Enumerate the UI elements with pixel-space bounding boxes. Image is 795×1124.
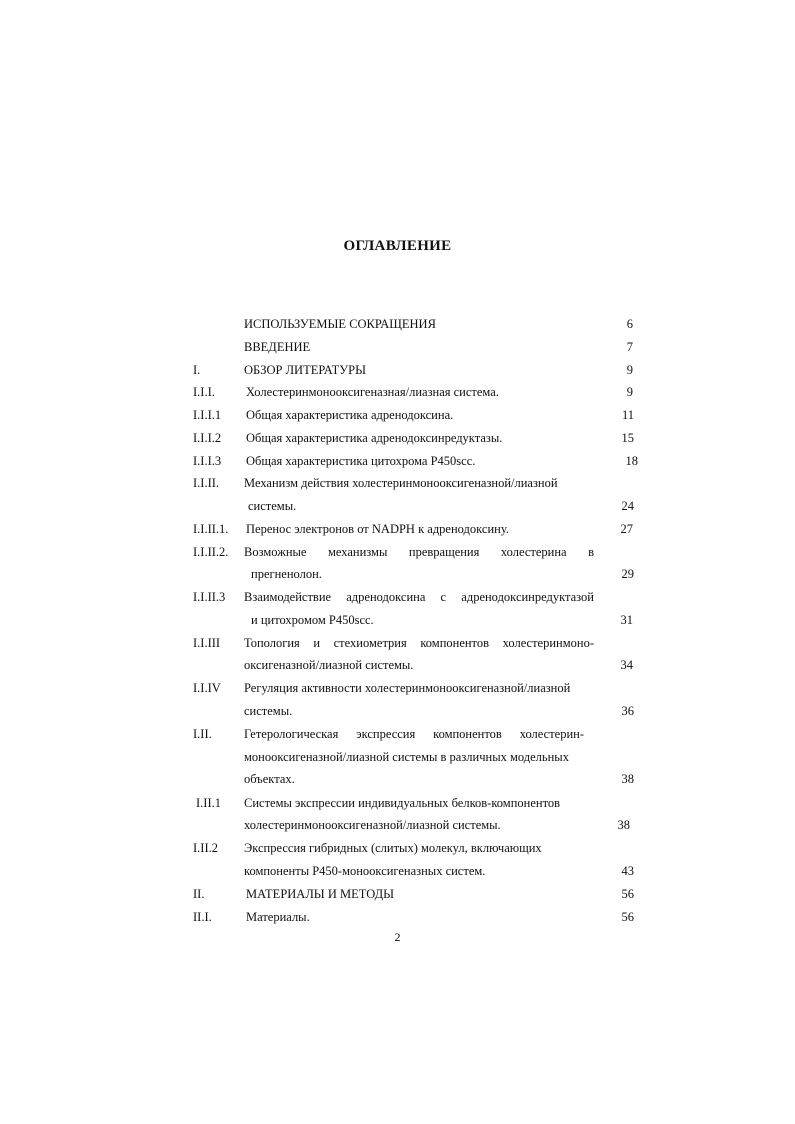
toc-entry-title: Общая характеристика цитохрома P450scc. (246, 454, 476, 468)
toc-entry-title: холестеринмонооксигеназной/лиазной системы. (244, 818, 501, 832)
toc-entry-number: I. (193, 363, 201, 377)
toc-entry-title: ВВЕДЕНИЕ (244, 340, 311, 354)
toc-entry-title: Механизм действия холестеринмонооксигеназной/лиазной (244, 476, 558, 490)
toc-entry-title: и цитохромом P450scc. (251, 613, 374, 627)
toc-entry-page: 18 (625, 454, 638, 468)
toc-entry-page: 7 (626, 340, 633, 354)
toc-entry-title: оксигеназной/лиазной системы. (244, 658, 414, 672)
toc-entry-number: I.I.II.1. (193, 522, 229, 536)
toc-entry-page: 36 (621, 704, 634, 718)
toc-entry-page: 15 (621, 431, 634, 445)
page-title: ОГЛАВЛЕНИЕ (343, 238, 452, 254)
toc-entry-title: Регуляция активности холестеринмонооксигеназной/лиазной (244, 681, 571, 695)
toc-entry-page: 34 (620, 658, 633, 672)
toc-entry-title: прегненолон. (251, 567, 322, 581)
toc-entry-title: компоненты P450-монооксигеназных систем. (244, 864, 486, 878)
toc-entry-number: I.I.II. (193, 476, 220, 490)
toc-entry-title: системы. (244, 704, 293, 718)
toc-entry-page: 38 (621, 772, 634, 786)
toc-entry-page: 29 (621, 567, 634, 581)
toc-entry-title: Материалы. (246, 910, 310, 924)
toc-entry-page: 24 (621, 499, 634, 513)
toc-entry-title: Холестеринмонооксигеназная/лиазная система. (246, 385, 499, 399)
toc-entry-number: I.I.I.1 (193, 408, 222, 422)
toc-entry-title: ОБЗОР ЛИТЕРАТУРЫ (244, 363, 366, 377)
toc-entry-number: I.I.I.2 (193, 431, 222, 445)
toc-entry-title: Возможные механизмы превращения холестерина в (244, 545, 594, 559)
toc-entry-title: Общая характеристика адренодоксина. (246, 408, 454, 422)
toc-entry-title: монооксигеназной/лиазной системы в различных модельных (244, 750, 569, 764)
toc-entry-title: МАТЕРИАЛЫ И МЕТОДЫ (246, 887, 395, 901)
toc-entry-number: I.I.IV (193, 681, 221, 695)
toc-entry-page: 9 (626, 363, 633, 377)
toc-entry-title: Перенос электронов от NADPH к адренодоксину. (246, 522, 509, 536)
toc-entry-page: 31 (620, 613, 633, 627)
toc-entry-title: ИСПОЛЬЗУЕМЫЕ СОКРАЩЕНИЯ (244, 317, 436, 331)
toc-entry-page: 9 (626, 385, 633, 399)
toc-entry-page: 56 (621, 887, 634, 901)
toc-entry-number: I.I.II.2. (193, 545, 229, 559)
page-number: 2 (394, 930, 401, 944)
toc-entry-number: I.I.I. (193, 385, 215, 399)
toc-entry-title: Гетерологическая экспрессия компонентов холестерин- (244, 727, 584, 741)
toc-entry-number: I.II.1 (196, 796, 221, 810)
toc-entry-page: 11 (621, 408, 634, 422)
toc-entry-number: II.I. (193, 910, 212, 924)
toc-entry-number: I.I.II.3 (193, 590, 226, 604)
toc-entry-number: I.II. (193, 727, 212, 741)
toc-entry-page: 43 (621, 864, 634, 878)
toc-entry-title: Взаимодействие адренодоксина с адренодоксинредуктазой (244, 590, 594, 604)
toc-entry-number: I.I.III (193, 636, 221, 650)
toc-entry-number: I.I.I.3 (193, 454, 222, 468)
toc-entry-page: 27 (620, 522, 633, 536)
toc-entry-title: Топология и стехиометрия компонентов холестеринмоно- (244, 636, 594, 650)
toc-entry-page: 38 (617, 818, 630, 832)
toc-entry-title: Общая характеристика адренодоксинредуктазы. (246, 431, 503, 445)
toc-entry-number: I.II.2 (193, 841, 218, 855)
toc-entry-title: Системы экспрессии индивидуальных белков-компонентов (244, 796, 561, 810)
toc-entry-page: 6 (626, 317, 633, 331)
toc-entry-title: системы. (248, 499, 297, 513)
toc-entry-title: объектах. (244, 772, 295, 786)
toc-entry-title: Экспрессия гибридных (слитых) молекул, включающих (244, 841, 542, 855)
toc-entry-number: II. (193, 887, 205, 901)
toc-entry-page: 56 (621, 910, 634, 924)
